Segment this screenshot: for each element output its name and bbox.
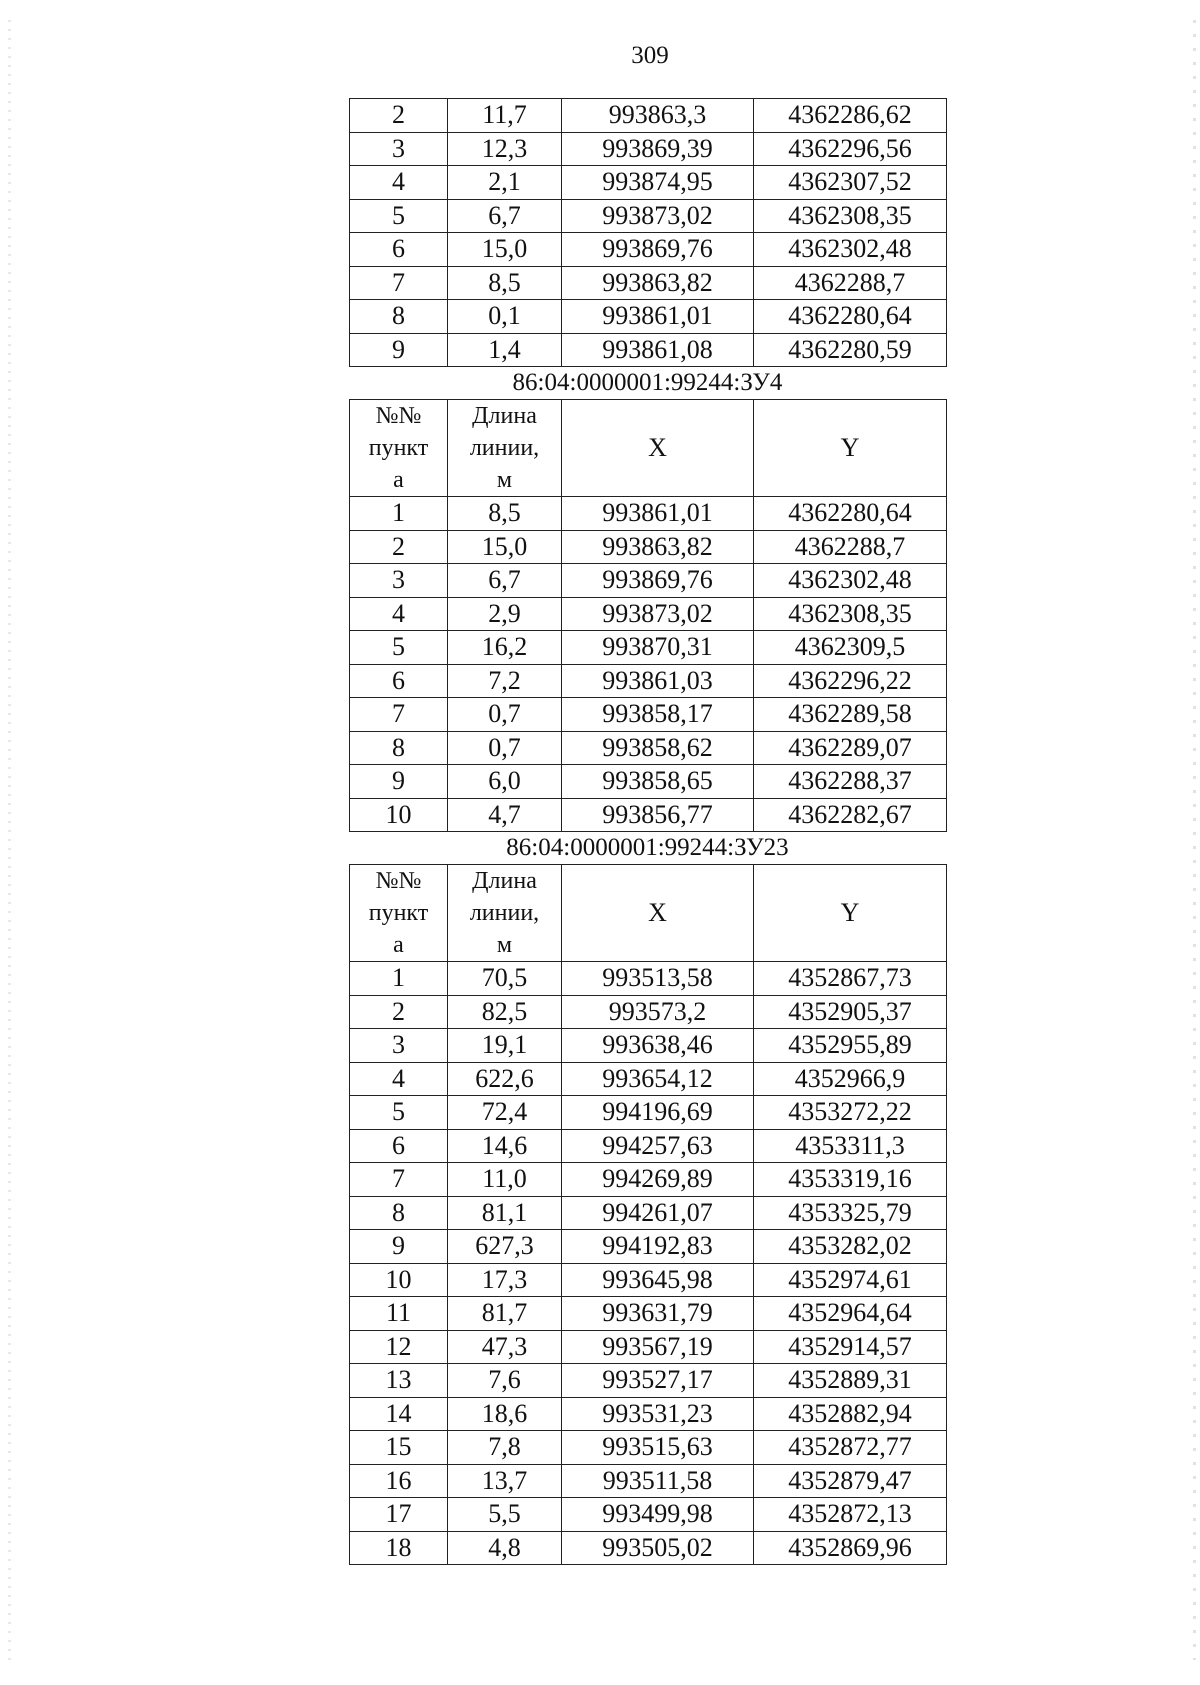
y-coordinate-cell: 4352872,77 (754, 1431, 947, 1465)
table-row (350, 1163, 947, 1197)
line-length-cell: 6,7 (448, 564, 562, 598)
x-coordinate-cell: 993863,82 (562, 530, 754, 564)
x-coordinate-cell: 993861,08 (562, 333, 754, 367)
y-coordinate-cell: 4352955,89 (754, 1029, 947, 1063)
point-number-cell: 9 (350, 1230, 448, 1264)
y-coordinate-cell: 4352914,57 (754, 1330, 947, 1364)
line-length-cell: 7,8 (448, 1431, 562, 1465)
point-number-cell: 4 (350, 1062, 448, 1096)
line-length-cell: 82,5 (448, 995, 562, 1029)
table-row (350, 199, 947, 233)
point-number-cell: 14 (350, 1397, 448, 1431)
y-coordinate-cell: 4353282,02 (754, 1230, 947, 1264)
header-point-number-line: а (393, 467, 404, 493)
x-coordinate-cell: 994192,83 (562, 1230, 754, 1264)
header-point-number-line: а (393, 932, 404, 958)
line-length-cell: 13,7 (448, 1464, 562, 1498)
y-coordinate-cell: 4362296,22 (754, 664, 947, 698)
header-y: Y (754, 865, 947, 962)
point-number-cell: 8 (350, 731, 448, 765)
line-length-cell: 2,1 (448, 166, 562, 200)
line-length-cell: 4,8 (448, 1531, 562, 1565)
x-coordinate-cell: 993858,65 (562, 765, 754, 799)
point-number-cell: 6 (350, 1129, 448, 1163)
x-coordinate-cell: 993873,02 (562, 597, 754, 631)
y-coordinate-cell: 4362308,35 (754, 199, 947, 233)
line-length-cell: 8,5 (448, 266, 562, 300)
point-number-cell: 7 (350, 266, 448, 300)
point-number-cell: 5 (350, 199, 448, 233)
table-row (350, 1431, 947, 1465)
table-row (350, 1364, 947, 1398)
y-coordinate-cell: 4352974,61 (754, 1263, 947, 1297)
x-coordinate-cell: 994257,63 (562, 1129, 754, 1163)
point-number-cell: 9 (350, 765, 448, 799)
line-length-cell: 81,7 (448, 1297, 562, 1331)
header-y: Y (754, 400, 947, 497)
header-point-number-line: пункт (368, 900, 429, 926)
point-number-cell: 5 (350, 631, 448, 665)
table-row (350, 1129, 947, 1163)
y-coordinate-cell: 4352872,13 (754, 1498, 947, 1532)
table-row (350, 1096, 947, 1130)
table-row (350, 233, 947, 267)
table-row (350, 1498, 947, 1532)
table-header-row (350, 865, 947, 962)
coordinates-table (349, 98, 947, 367)
point-number-cell: 4 (350, 166, 448, 200)
line-length-cell: 14,6 (448, 1129, 562, 1163)
section-title: 86:04:0000001:99244:ЗУ23 (506, 834, 789, 861)
x-coordinate-cell: 993527,17 (562, 1364, 754, 1398)
table-row (350, 564, 947, 598)
table-row (350, 1196, 947, 1230)
table-row (350, 698, 947, 732)
y-coordinate-cell: 4362307,52 (754, 166, 947, 200)
point-number-cell: 7 (350, 1163, 448, 1197)
y-coordinate-cell: 4362280,64 (754, 497, 947, 531)
x-coordinate-cell: 993863,82 (562, 266, 754, 300)
line-length-cell: 72,4 (448, 1096, 562, 1130)
table-row (350, 1263, 947, 1297)
y-coordinate-cell: 4352879,47 (754, 1464, 947, 1498)
y-coordinate-cell: 4362302,48 (754, 564, 947, 598)
header-point-number-line: пункт (368, 435, 429, 461)
table-row (350, 597, 947, 631)
point-number-cell: 6 (350, 233, 448, 267)
point-number-cell: 17 (350, 1498, 448, 1532)
x-coordinate-cell: 993858,62 (562, 731, 754, 765)
x-coordinate-cell: 993654,12 (562, 1062, 754, 1096)
x-coordinate-cell: 993870,31 (562, 631, 754, 665)
point-number-cell: 8 (350, 300, 448, 334)
line-length-cell: 2,9 (448, 597, 562, 631)
point-number-cell: 18 (350, 1531, 448, 1565)
y-coordinate-cell: 4362280,64 (754, 300, 947, 334)
y-coordinate-cell: 4353311,3 (754, 1129, 947, 1163)
x-coordinate-cell: 993531,23 (562, 1397, 754, 1431)
y-coordinate-cell: 4362288,7 (754, 530, 947, 564)
x-coordinate-cell: 993645,98 (562, 1263, 754, 1297)
point-number-cell: 7 (350, 698, 448, 732)
x-coordinate-cell: 993858,17 (562, 698, 754, 732)
x-coordinate-cell: 994196,69 (562, 1096, 754, 1130)
line-length-cell: 7,2 (448, 664, 562, 698)
x-coordinate-cell: 994269,89 (562, 1163, 754, 1197)
scan-edge-left (8, 20, 11, 1660)
table-row (350, 731, 947, 765)
point-number-cell: 2 (350, 530, 448, 564)
line-length-cell: 8,5 (448, 497, 562, 531)
header-line-length-line: м (496, 467, 513, 493)
table-row (350, 765, 947, 799)
table-row (350, 1029, 947, 1063)
point-number-cell: 13 (350, 1364, 448, 1398)
line-length-cell: 7,6 (448, 1364, 562, 1398)
x-coordinate-cell: 994261,07 (562, 1196, 754, 1230)
x-coordinate-cell: 993513,58 (562, 962, 754, 996)
x-coordinate-cell: 993869,39 (562, 132, 754, 166)
table-row (350, 962, 947, 996)
table-row (350, 166, 947, 200)
table-row (350, 1464, 947, 1498)
x-coordinate-cell: 993863,3 (562, 99, 754, 133)
y-coordinate-cell: 4353319,16 (754, 1163, 947, 1197)
header-point-number-line: №№ (375, 868, 422, 894)
table-row (350, 132, 947, 166)
line-length-cell: 622,6 (448, 1062, 562, 1096)
header-point-number (350, 400, 448, 497)
y-coordinate-cell: 4352882,94 (754, 1397, 947, 1431)
header-line-length (448, 400, 562, 497)
page-number: 309 (631, 42, 669, 69)
line-length-cell: 627,3 (448, 1230, 562, 1264)
table-row (350, 1062, 947, 1096)
point-number-cell: 2 (350, 99, 448, 133)
header-line-length-line: линии, (469, 900, 540, 926)
line-length-cell: 5,5 (448, 1498, 562, 1532)
x-coordinate-cell: 993631,79 (562, 1297, 754, 1331)
line-length-cell: 6,7 (448, 199, 562, 233)
point-number-cell: 6 (350, 664, 448, 698)
table-row (350, 99, 947, 133)
line-length-cell: 16,2 (448, 631, 562, 665)
header-x: X (562, 400, 754, 497)
point-number-cell: 16 (350, 1464, 448, 1498)
table-row (350, 1230, 947, 1264)
x-coordinate-cell: 993856,77 (562, 798, 754, 832)
table-row (350, 530, 947, 564)
point-number-cell: 3 (350, 1029, 448, 1063)
table-row (350, 300, 947, 334)
point-number-cell: 5 (350, 1096, 448, 1130)
point-number-cell: 9 (350, 333, 448, 367)
y-coordinate-cell: 4362288,7 (754, 266, 947, 300)
y-coordinate-cell: 4353272,22 (754, 1096, 947, 1130)
document-content (349, 98, 946, 1565)
x-coordinate-cell: 993573,2 (562, 995, 754, 1029)
line-length-cell: 15,0 (448, 233, 562, 267)
table-row (350, 995, 947, 1029)
line-length-cell: 0,7 (448, 731, 562, 765)
line-length-cell: 15,0 (448, 530, 562, 564)
point-number-cell: 3 (350, 132, 448, 166)
header-line-length-line: м (496, 932, 513, 958)
table-row (350, 1397, 947, 1431)
x-coordinate-cell: 993511,58 (562, 1464, 754, 1498)
table-row (350, 333, 947, 367)
y-coordinate-cell: 4362289,58 (754, 698, 947, 732)
header-line-length (448, 865, 562, 962)
x-coordinate-cell: 993873,02 (562, 199, 754, 233)
point-number-cell: 10 (350, 1263, 448, 1297)
point-number-cell: 3 (350, 564, 448, 598)
header-line-length-line: линии, (469, 435, 540, 461)
line-length-cell: 18,6 (448, 1397, 562, 1431)
scan-edge-right (1193, 20, 1196, 1660)
x-coordinate-cell: 993499,98 (562, 1498, 754, 1532)
table-row (350, 798, 947, 832)
point-number-cell: 12 (350, 1330, 448, 1364)
y-coordinate-cell: 4362309,5 (754, 631, 947, 665)
x-coordinate-cell: 993861,03 (562, 664, 754, 698)
header-line-length-line: Длина (472, 868, 537, 894)
header-point-number-line: №№ (375, 403, 422, 429)
x-coordinate-cell: 993861,01 (562, 497, 754, 531)
line-length-cell: 1,4 (448, 333, 562, 367)
table-row (350, 1330, 947, 1364)
x-coordinate-cell: 993505,02 (562, 1531, 754, 1565)
line-length-cell: 4,7 (448, 798, 562, 832)
x-coordinate-cell: 993861,01 (562, 300, 754, 334)
point-number-cell: 15 (350, 1431, 448, 1465)
x-coordinate-cell: 993869,76 (562, 233, 754, 267)
y-coordinate-cell: 4362280,59 (754, 333, 947, 367)
y-coordinate-cell: 4362296,56 (754, 132, 947, 166)
y-coordinate-cell: 4352889,31 (754, 1364, 947, 1398)
y-coordinate-cell: 4352867,73 (754, 962, 947, 996)
y-coordinate-cell: 4352964,64 (754, 1297, 947, 1331)
point-number-cell: 11 (350, 1297, 448, 1331)
table-row (350, 664, 947, 698)
point-number-cell: 2 (350, 995, 448, 1029)
table-header-row (350, 400, 947, 497)
line-length-cell: 12,3 (448, 132, 562, 166)
point-number-cell: 1 (350, 962, 448, 996)
line-length-cell: 0,1 (448, 300, 562, 334)
y-coordinate-cell: 4352966,9 (754, 1062, 947, 1096)
header-point-number (350, 865, 448, 962)
point-number-cell: 8 (350, 1196, 448, 1230)
y-coordinate-cell: 4352869,96 (754, 1531, 947, 1565)
y-coordinate-cell: 4362289,07 (754, 731, 947, 765)
line-length-cell: 81,1 (448, 1196, 562, 1230)
y-coordinate-cell: 4362282,67 (754, 798, 947, 832)
coordinates-table (349, 864, 947, 1565)
table-row (350, 1297, 947, 1331)
x-coordinate-cell: 993515,63 (562, 1431, 754, 1465)
y-coordinate-cell: 4353325,79 (754, 1196, 947, 1230)
table-row (350, 1531, 947, 1565)
header-x: X (562, 865, 754, 962)
x-coordinate-cell: 993638,46 (562, 1029, 754, 1063)
y-coordinate-cell: 4362302,48 (754, 233, 947, 267)
x-coordinate-cell: 993567,19 (562, 1330, 754, 1364)
section-title: 86:04:0000001:99244:ЗУ4 (512, 369, 783, 396)
point-number-cell: 4 (350, 597, 448, 631)
header-line-length-line: Длина (472, 403, 537, 429)
coordinates-table (349, 399, 947, 832)
line-length-cell: 6,0 (448, 765, 562, 799)
line-length-cell: 17,3 (448, 1263, 562, 1297)
table-row (350, 497, 947, 531)
line-length-cell: 11,7 (448, 99, 562, 133)
line-length-cell: 19,1 (448, 1029, 562, 1063)
point-number-cell: 10 (350, 798, 448, 832)
y-coordinate-cell: 4362288,37 (754, 765, 947, 799)
line-length-cell: 0,7 (448, 698, 562, 732)
line-length-cell: 70,5 (448, 962, 562, 996)
line-length-cell: 47,3 (448, 1330, 562, 1364)
y-coordinate-cell: 4352905,37 (754, 995, 947, 1029)
line-length-cell: 11,0 (448, 1163, 562, 1197)
x-coordinate-cell: 993874,95 (562, 166, 754, 200)
y-coordinate-cell: 4362286,62 (754, 99, 947, 133)
point-number-cell: 1 (350, 497, 448, 531)
x-coordinate-cell: 993869,76 (562, 564, 754, 598)
table-row (350, 266, 947, 300)
y-coordinate-cell: 4362308,35 (754, 597, 947, 631)
table-row (350, 631, 947, 665)
